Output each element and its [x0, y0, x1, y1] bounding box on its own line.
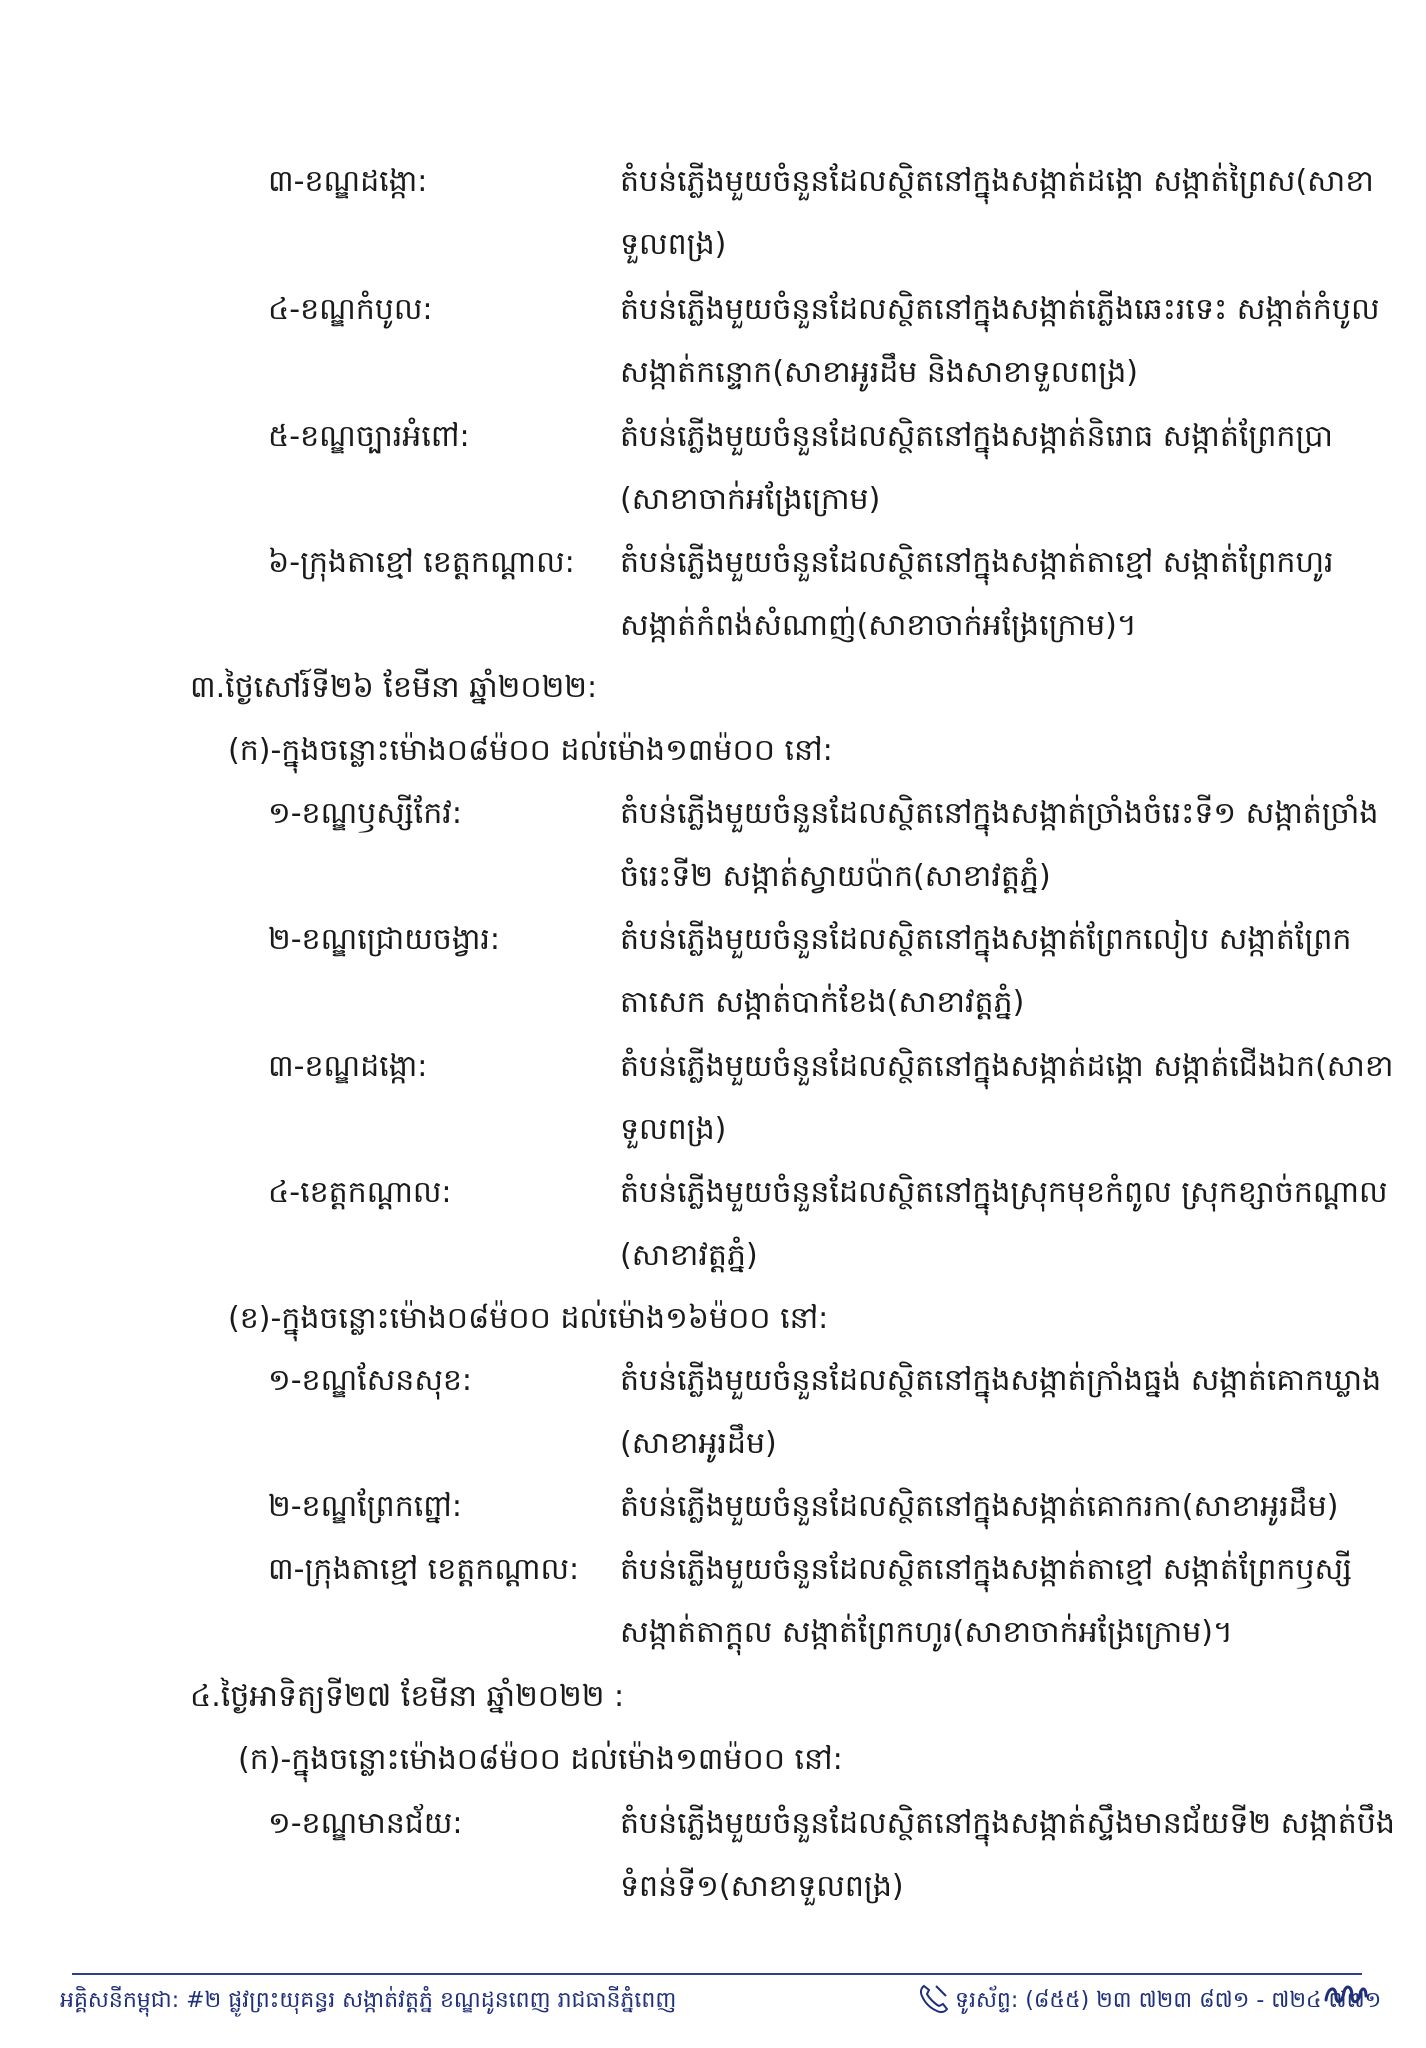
signature-mark-icon [1322, 1980, 1370, 2010]
entry-desc-cont: ទំពន់ទី១(សាខាទួលពង្រ) [620, 1869, 904, 1904]
entry-label: ៣-ខណ្ឌដង្កោ: [268, 164, 428, 199]
entry-desc: តំបន់ភ្លើងមួយចំនួនដែលស្ថិតនៅក្នុងសង្កាត់គោករកា(សាខាអូរដឹម) [620, 1489, 1339, 1524]
entry-desc: តំបន់ភ្លើងមួយចំនួនដែលស្ថិតនៅក្នុងសង្កាត់ព្រែកលៀប សង្កាត់ព្រែក [620, 922, 1352, 957]
entry-desc-cont: (សាខាវត្តភ្នំ) [620, 1238, 758, 1273]
entry-label: ៦-ក្រុងតាខ្មៅ ខេត្តកណ្តាល: [268, 545, 575, 580]
entry-desc-cont: ទួលពង្រ) [620, 227, 727, 262]
footer-divider [72, 1973, 1362, 1975]
entry-label: ៤-ខណ្ឌកំបូល: [268, 292, 433, 327]
entry-label: ១-ខណ្ឌសែនសុខ: [268, 1363, 473, 1398]
entry-desc-cont: (សាខាចាក់អង្រែក្រោម) [620, 482, 881, 517]
entry-label: ១-ខណ្ឌឫស្សីកែវ: [268, 796, 462, 831]
phone-icon [916, 1982, 950, 2016]
entry-label: ៤-ខេត្តកណ្តាល: [268, 1175, 452, 1210]
entry-desc: តំបន់ភ្លើងមួយចំនួនដែលស្ថិតនៅក្នុងសង្កាត់តាខ្មៅ សង្កាត់ព្រែកឫស្សី [620, 1552, 1352, 1587]
entry-label: ៥-ខណ្ឌច្បារអំពៅ: [268, 419, 470, 454]
entry-desc-cont: ទួលពង្រ) [620, 1112, 727, 1147]
entry-desc: តំបន់ភ្លើងមួយចំនួនដែលស្ថិតនៅក្នុងសង្កាត់ក្រាំងធ្នង់ សង្កាត់គោកឃ្លាង [620, 1363, 1382, 1398]
entry-desc-cont: ចំរេះទី២ សង្កាត់ស្វាយប៉ាក(សាខាវត្តភ្នំ) [620, 859, 1051, 894]
entry-label: ១-ខណ្ឌមានជ័យ: [268, 1806, 463, 1841]
entry-desc: តំបន់ភ្លើងមួយចំនួនដែលស្ថិតនៅក្នុងសង្កាត់តាខ្មៅ សង្កាត់ព្រែកហូរ [620, 545, 1334, 580]
entry-desc-cont: សង្កាត់កំពង់សំណាញ់(សាខាចាក់អង្រែក្រោម)។ [620, 608, 1137, 643]
entry-desc: តំបន់ភ្លើងមួយចំនួនដែលស្ថិតនៅក្នុងស្រុកមុខកំពូល ស្រុកខ្សាច់កណ្តាល [620, 1175, 1388, 1210]
time-range-heading: (ក)-ក្នុងចន្លោះម៉ោង០៨ម៉០០ ដល់ម៉ោង១៣ម៉០០ នៅ: [238, 1742, 843, 1777]
entry-desc-cont: សង្កាត់តាក្តុល សង្កាត់ព្រែកហូរ(សាខាចាក់អង្រែក្រោម)។ [620, 1615, 1233, 1650]
day-heading: ៤.ថ្ងៃអាទិត្យទី២៧ ខែមីនា ឆ្នាំ២០២២ : [190, 1679, 625, 1714]
footer-address: អគ្គិសនីកម្ពុជា: #២ ផ្លូវព្រះយុគន្ធរ សង្កាត់វត្តភ្នំ ខណ្ឌដូនពេញ រាជធានីភ្នំពេញ [60, 1988, 677, 2013]
day-heading: ៣.ថ្ងៃសៅរ៍ទី២៦ ខែមីនា ឆ្នាំ២០២២: [190, 670, 598, 705]
footer-phone: ទូរស័ព្ទ: (៨៥៥) ២៣ ៧២៣ ៨៧១ - ៧២៤ ៧៧១ [955, 1988, 1382, 2013]
entry-label: ៣-ខណ្ឌដង្កោ: [268, 1049, 428, 1084]
entry-desc-cont: (សាខាអូរដឹម) [620, 1426, 777, 1461]
entry-desc: តំបន់ភ្លើងមួយចំនួនដែលស្ថិតនៅក្នុងសង្កាត់ដង្កោ សង្កាត់ព្រៃស(សាខា [620, 164, 1374, 199]
entry-label: ២-ខណ្ឌព្រែកព្នៅ: [268, 1489, 462, 1524]
entry-desc-cont: សង្កាត់កន្ទោក(សាខាអូរដឹម និងសាខាទួលពង្រ) [620, 355, 1138, 390]
entry-desc-cont: តាសេក សង្កាត់បាក់ខែង(សាខាវត្តភ្នំ) [620, 985, 1025, 1020]
entry-label: ៣-ក្រុងតាខ្មៅ ខេត្តកណ្តាល: [268, 1552, 580, 1587]
entry-label: ២-ខណ្ឌជ្រោយចង្វារ: [268, 922, 501, 957]
time-range-heading: (ក)-ក្នុងចន្លោះម៉ោង០៨ម៉០០ ដល់ម៉ោង១៣ម៉០០ នៅ: [228, 733, 833, 768]
time-range-heading: (ខ)-ក្នុងចន្លោះម៉ោង០៨ម៉០០ ដល់ម៉ោង១៦ម៉០០ នៅ: [228, 1301, 829, 1336]
entry-desc: តំបន់ភ្លើងមួយចំនួនដែលស្ថិតនៅក្នុងសង្កាត់ស្ទឹងមានជ័យទី២ សង្កាត់បឹង [620, 1806, 1395, 1841]
entry-desc: តំបន់ភ្លើងមួយចំនួនដែលស្ថិតនៅក្នុងសង្កាត់និរោធ សង្កាត់ព្រែកប្រា [620, 419, 1333, 454]
entry-desc: តំបន់ភ្លើងមួយចំនួនដែលស្ថិតនៅក្នុងសង្កាត់ភ្លើងឆេះរទេះ សង្កាត់កំបូល [620, 292, 1380, 327]
entry-desc: តំបន់ភ្លើងមួយចំនួនដែលស្ថិតនៅក្នុងសង្កាត់ដង្កោ សង្កាត់ជើងឯក(សាខា [620, 1049, 1394, 1084]
entry-desc: តំបន់ភ្លើងមួយចំនួនដែលស្ថិតនៅក្នុងសង្កាត់ច្រាំងចំរេះទី១ សង្កាត់ច្រាំង [620, 796, 1379, 831]
